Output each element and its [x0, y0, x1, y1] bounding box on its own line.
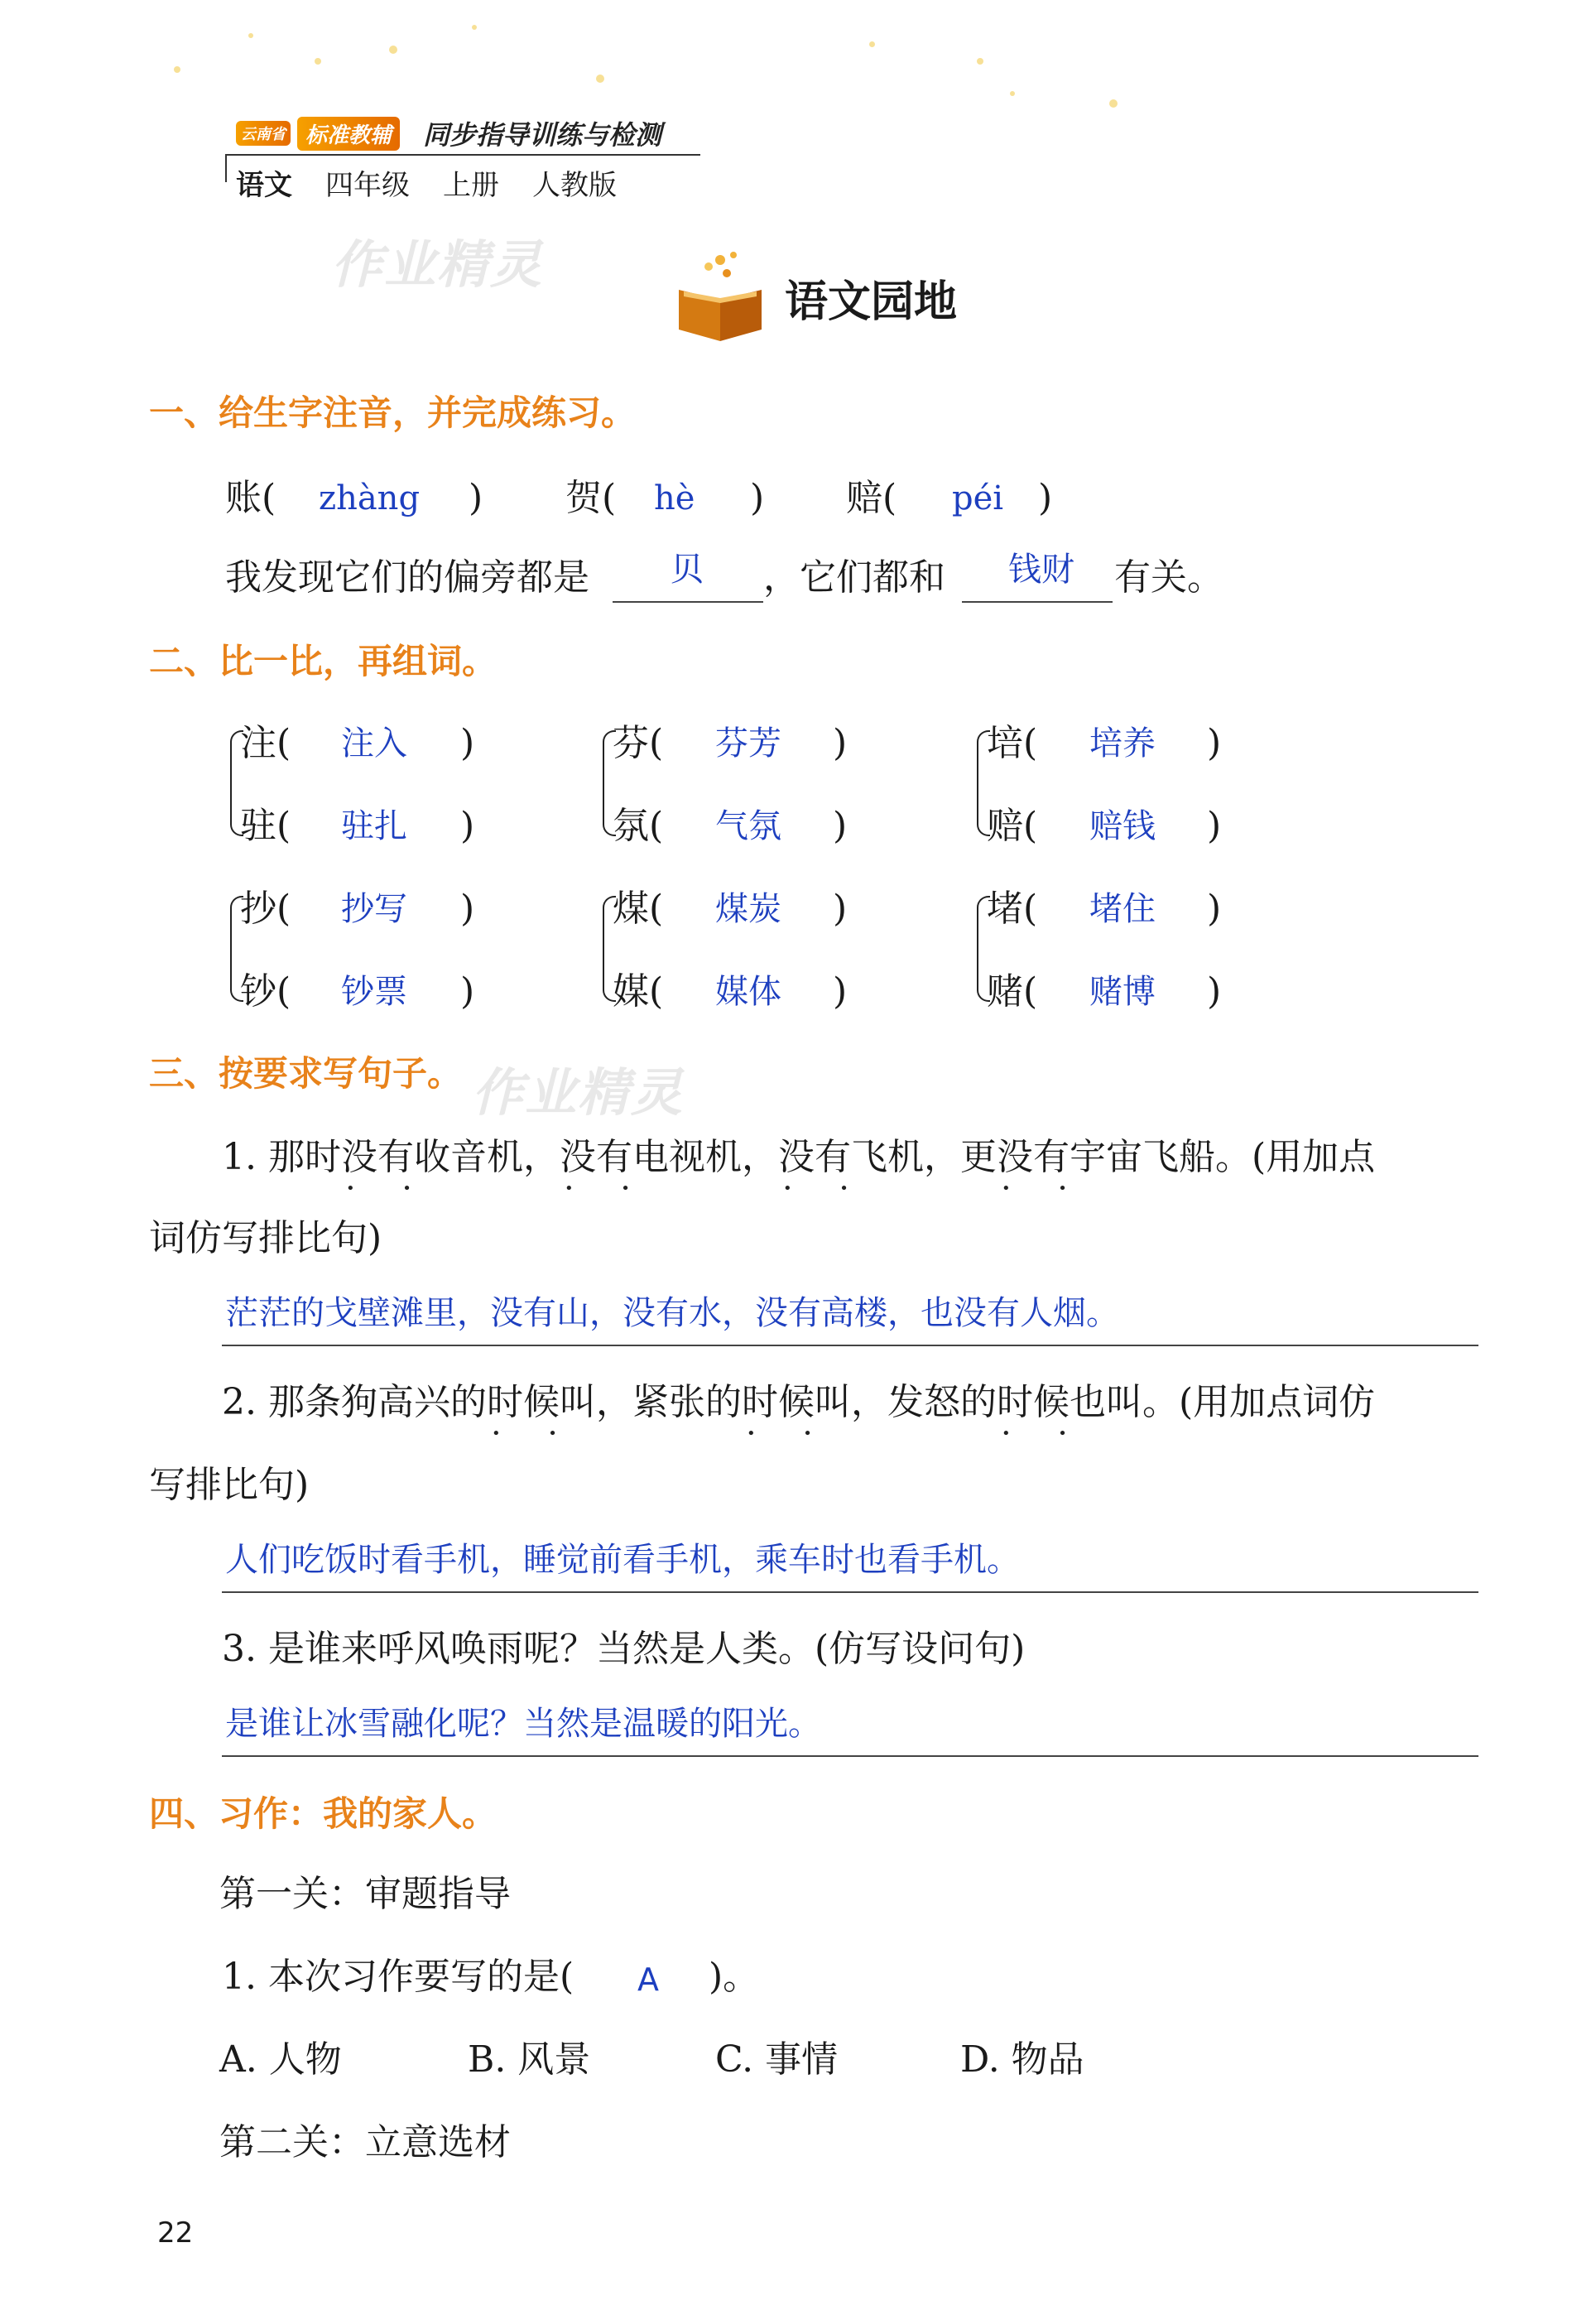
- watermark-top: 作业精灵: [331, 234, 544, 295]
- stage1-label: 第一关：审题指导: [219, 1873, 511, 1915]
- radical-sentence-a: 我发现它们的偏旁都是: [225, 556, 589, 599]
- group4-bottom-answer: 钞票: [341, 973, 407, 1011]
- radical-answer-a: 贝: [671, 551, 704, 589]
- group2-bottom-close: ): [833, 805, 848, 847]
- brand-name: 标准教辅: [297, 117, 400, 151]
- q1-emph3: 没有 • •: [778, 1136, 851, 1178]
- group4-top-char: 抄(: [240, 888, 291, 930]
- pinyin-item-2-char: 贺(: [565, 477, 617, 519]
- q2-part3: 叫，发怒的: [814, 1381, 997, 1423]
- series-title: 同步指导训练与检测: [423, 119, 662, 151]
- group6-bottom-answer: 赌博: [1089, 973, 1156, 1011]
- group4-top-answer: 抄写: [341, 890, 407, 928]
- page-number: 22: [157, 2216, 194, 2250]
- book-icon: [672, 248, 770, 346]
- option-d: D. 物品: [960, 2038, 1084, 2081]
- q2-part2: 叫，紧张的: [559, 1381, 742, 1423]
- pinyin-item-1-answer: zhàng: [319, 479, 421, 517]
- group3-bottom-char: 赔(: [987, 805, 1038, 847]
- option-a: A. 人物: [219, 2038, 342, 2081]
- radical-blank-b: [962, 601, 1113, 603]
- header-rule-vertical: [225, 154, 227, 182]
- group1-top-char: 注(: [240, 722, 291, 764]
- group4-bottom-char: 钞(: [240, 970, 291, 1013]
- watermark-mid: 作业精灵: [472, 1062, 685, 1123]
- volume-label: 上册: [443, 169, 499, 202]
- q1-line1: [222, 1136, 1376, 1178]
- grade-label: 四年级: [325, 169, 410, 202]
- q1-answer: 茫茫的戈壁滩里，没有山，没有水，没有高楼，也没有人烟。: [225, 1294, 1119, 1332]
- q1-part2: 收音机，: [413, 1136, 560, 1178]
- q1-emph2: 没有 • •: [560, 1136, 632, 1178]
- q2-line2: 写排比句): [149, 1464, 310, 1506]
- q1-emph1: 没有 • •: [341, 1136, 414, 1178]
- group3-bottom-answer: 赔钱: [1089, 807, 1156, 845]
- section3-heading: 三、按要求写句子。: [149, 1053, 463, 1094]
- group3-bottom-close: ): [1207, 805, 1222, 847]
- s4-q1-text: 1. 本次习作要写的是(: [222, 1956, 574, 1998]
- group4-bottom-close: ): [460, 970, 475, 1013]
- page-title: 语文园地: [785, 277, 958, 327]
- group5-top-answer: 煤炭: [715, 890, 781, 928]
- group6-top-char: 堵(: [987, 888, 1038, 930]
- header-meta: [236, 162, 617, 203]
- group6-bottom-char: 赌(: [987, 970, 1038, 1013]
- group6-bottom-close: ): [1207, 970, 1222, 1013]
- group5-bottom-close: ): [833, 970, 848, 1013]
- q2-answer-line: [222, 1591, 1478, 1593]
- group1-bottom-answer: 驻扎: [341, 807, 407, 845]
- group2-top-answer: 芬芳: [715, 724, 781, 763]
- group2-top-close: ): [833, 722, 848, 764]
- radical-blank-a: [613, 601, 763, 603]
- group2-bottom-char: 氛(: [613, 805, 664, 847]
- header-rule: [225, 154, 700, 156]
- group1-bottom-char: 驻(: [240, 805, 291, 847]
- group2-top-char: 芬(: [613, 722, 664, 764]
- brand-tag: 云南省: [236, 121, 291, 146]
- group1-bottom-close: ): [460, 805, 475, 847]
- section4-heading: 四、习作：我的家人。: [149, 1793, 498, 1834]
- q2-answer: 人们吃饭时看手机，睡觉前看手机，乘车时也看手机。: [225, 1541, 1020, 1579]
- pinyin-item-2-close: ): [750, 477, 765, 519]
- group3-top-char: 培(: [987, 722, 1038, 764]
- option-b: B. 风景: [468, 2038, 591, 2081]
- pinyin-item-1-char: 账(: [225, 477, 276, 519]
- page-title-block: [672, 248, 957, 346]
- pinyin-item-3-close: ): [1038, 477, 1053, 519]
- radical-answer-b: 钱财: [1008, 551, 1074, 589]
- q1-part4: 飞机，更: [850, 1136, 997, 1178]
- group5-top-close: ): [833, 888, 848, 930]
- s4-q1-close: )。: [709, 1956, 760, 1998]
- q2-part4: 也叫。(用加点词仿: [1069, 1381, 1376, 1423]
- q1-answer-line: [222, 1345, 1478, 1346]
- group5-top-char: 煤(: [613, 888, 664, 930]
- q2-emph3: 时候 • •: [997, 1381, 1070, 1423]
- section2-heading: 二、比一比，再组词。: [149, 641, 498, 681]
- group2-bottom-answer: 气氛: [715, 807, 781, 845]
- stage2-label: 第二关：立意选材: [219, 2121, 511, 2163]
- pinyin-item-1-close: ): [469, 477, 483, 519]
- edition-label: 人教版: [532, 169, 617, 202]
- q2-emph1: 时候 • •: [487, 1381, 560, 1423]
- q1-part1: 1. 那时: [222, 1136, 341, 1178]
- q1-emph4: 没有 • •: [997, 1136, 1070, 1178]
- group3-top-close: ): [1207, 722, 1222, 764]
- radical-sentence-b: ，它们都和: [763, 556, 945, 599]
- q3-text: 3. 是谁来呼风唤雨呢？当然是人类。(仿写设问句): [222, 1628, 1026, 1670]
- group5-bottom-answer: 媒体: [715, 973, 781, 1011]
- q3-answer: 是谁让冰雪融化呢？当然是温暖的阳光。: [225, 1705, 821, 1743]
- q3-answer-line: [222, 1755, 1478, 1757]
- q1-line2: 词仿写排比句): [149, 1217, 382, 1259]
- q2-emph2: 时候 • •: [742, 1381, 815, 1423]
- radical-sentence-c: 有关。: [1114, 556, 1223, 599]
- group6-top-close: ): [1207, 888, 1222, 930]
- group6-top-answer: 堵住: [1089, 890, 1156, 928]
- q2-line1: [222, 1381, 1376, 1423]
- q1-part5: 宇宙飞船。(用加点: [1069, 1136, 1376, 1178]
- pinyin-item-3-char: 赔(: [846, 477, 897, 519]
- group3-top-answer: 培养: [1089, 724, 1156, 763]
- q2-part1: 2. 那条狗高兴的: [222, 1381, 487, 1423]
- subject-label: 语文: [236, 169, 292, 202]
- group5-bottom-char: 媒(: [613, 970, 664, 1013]
- option-c: C. 事情: [715, 2038, 839, 2081]
- q1-part3: 电视机，: [632, 1136, 778, 1178]
- section1-heading: 一、给生字注音，并完成练习。: [149, 392, 637, 433]
- header-brand: [236, 114, 661, 152]
- group4-top-close: ): [460, 888, 475, 930]
- pinyin-item-2-answer: hè: [654, 479, 695, 517]
- group1-top-close: ): [460, 722, 475, 764]
- s4-q1-answer: A: [637, 1961, 659, 1998]
- pinyin-item-3-answer: péi: [952, 479, 1004, 517]
- group1-top-answer: 注入: [341, 724, 407, 763]
